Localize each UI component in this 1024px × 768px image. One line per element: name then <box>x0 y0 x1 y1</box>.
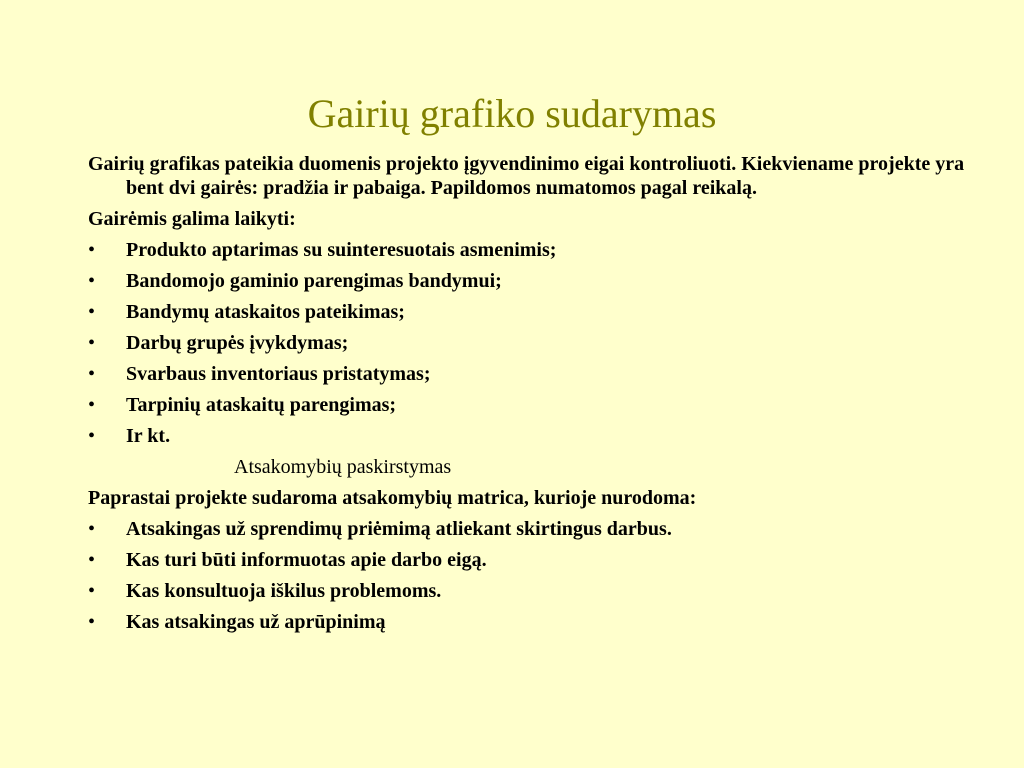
slide-body <box>88 152 968 641</box>
milestones-label: Gairėmis galima laikyti: <box>88 208 296 230</box>
list-item-text: Kas atsakingas už aprūpinimą <box>126 611 386 633</box>
bullet-icon: • <box>88 239 96 261</box>
list-item-text: Produkto aptarimas su suinteresuotais asmenimis; <box>126 239 557 261</box>
bullet-icon: • <box>88 301 96 323</box>
list-item-text: Bandomojo gaminio parengimas bandymui; <box>126 270 502 292</box>
list-item-text: Svarbaus inventoriaus pristatymas; <box>126 363 431 385</box>
bullet-icon: • <box>88 580 96 602</box>
list-item <box>88 393 968 417</box>
list-item <box>88 548 968 572</box>
bullet-icon: • <box>88 518 96 540</box>
bullet-icon: • <box>88 270 96 292</box>
list-item-text: Tarpinių ataskaitų parengimas; <box>126 394 397 416</box>
list-item <box>88 610 968 634</box>
matrix-list <box>88 517 968 634</box>
list-item <box>88 579 968 603</box>
list-item-text: Kas konsultuoja iškilus problemoms. <box>126 580 442 602</box>
list-item <box>88 362 968 386</box>
list-item-text: Atsakingas už sprendimų priėmimą atliekant skirtingus darbus. <box>126 518 672 540</box>
bullet-icon: • <box>88 394 96 416</box>
section-subheading: Atsakomybių paskirstymas <box>234 456 452 478</box>
bullet-icon: • <box>88 425 96 447</box>
list-item-text: Bandymų ataskaitos pateikimas; <box>126 301 405 323</box>
bullet-icon: • <box>88 549 96 571</box>
list-item <box>88 424 968 448</box>
bullet-icon: • <box>88 332 96 354</box>
bullet-icon: • <box>88 363 96 385</box>
list-item <box>88 331 968 355</box>
matrix-label: Paprastai projekte sudaroma atsakomybių matrica, kurioje nurodoma: <box>88 487 697 509</box>
list-item <box>88 269 968 293</box>
list-item-text: Kas turi būti informuotas apie darbo eigą. <box>126 549 487 571</box>
list-item <box>88 517 968 541</box>
bullet-icon: • <box>88 611 96 633</box>
milestones-list <box>88 238 968 448</box>
list-item <box>88 238 968 262</box>
list-item-text: Darbų grupės įvykdymas; <box>126 332 349 354</box>
slide-title: Gairių grafiko sudarymas <box>307 91 717 136</box>
list-item-text: Ir kt. <box>126 425 171 447</box>
list-item <box>88 300 968 324</box>
intro-paragraph: Gairių grafikas pateikia duomenis projekto įgyvendinimo eigai kontroliuoti. Kiekviename projekte yra bent dvi gairės: pradžia ir pabaiga. Papildomos numatomos pagal reikalą. <box>88 153 965 199</box>
